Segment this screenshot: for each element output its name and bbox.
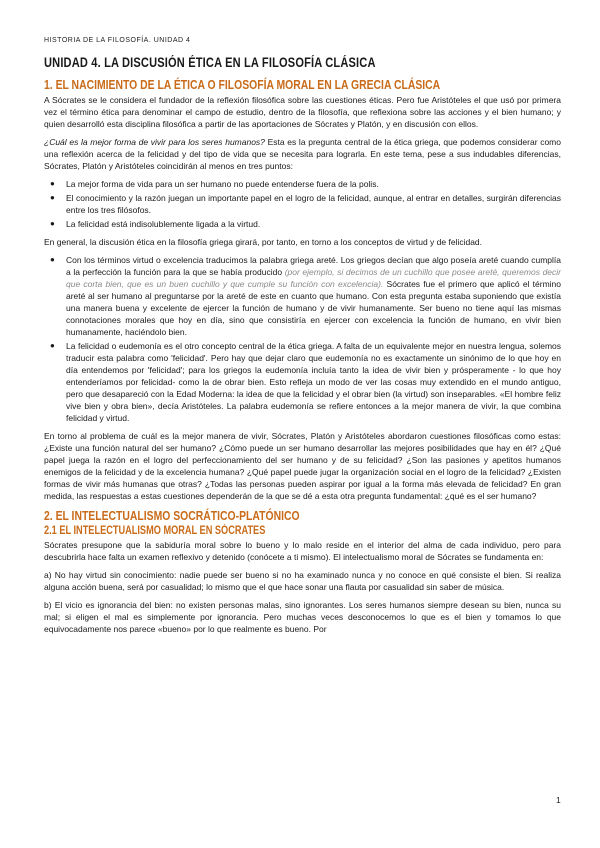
concepts-list bbox=[44, 254, 561, 424]
bullet-icon: ● bbox=[50, 179, 55, 188]
section-2-point-b: b) El vicio es ignorancia del bien: no existen personas malas, sino ignorantes. Los seres humanos siempre desean su bien, nunca su mal; si eligen el mal es simplemente por ignorancia. Pero muchas veces desconocemos lo que es el bien y tomamos lo que equivocadamente nos parece «bueno» por lo que realmente es bueno. Por bbox=[44, 600, 561, 634]
section-1-paragraph-4: En torno al problema de cuál es la mejor manera de vivir, Sócrates, Platón y Aristóteles abordaron cuestiones filosóficas como estas: ¿Existe una función natural del ser humano? ¿Cómo puede un ser humano desarrollar las mejores posibilidades que hay en él? ¿Qué papel juega la razón en el logro del perfeccionamiento del ser humano y de su felicidad? ¿Son las pasiones y apetitos humanos enemigos de la felicidad y de la excelencia humana? ¿Qué papel puede jugar la organización social en el logro de la felicidad? ¿Existen formas de vivir más humanas que otras? ¿Todas las personas pueden aspirar por igual a la forma más elevada de felicidad? En gran medida, las respuestas a estas cuestiones dependerán de la que se dé a esta otra pregunta fundamental: ¿qué es el ser humano? bbox=[44, 431, 561, 501]
page-content bbox=[44, 55, 561, 641]
section-2-paragraph-1: Sócrates presupone que la sabiduría moral sobre lo bueno y lo malo reside en el interior del alma de cada individuo, pero para descubrirla hace falta un examen reflexivo y detenido (conócete a ti mismo). El intelectualismo moral de Sócrates se fundamenta en: bbox=[44, 540, 561, 562]
section-1-paragraph-3: En general, la discusión ética en la filosofía griega girará, por tanto, en torno a los conceptos de virtud y de felicidad. bbox=[44, 237, 483, 247]
list-item: ● La mejor forma de vida para un ser humano no puede entenderse fuera de la polis. bbox=[50, 179, 379, 189]
list-item-felicidad: ● La felicidad o eudemonía es el otro concepto central de la ética griega. A falta de un equivalente mejor en nuestra lengua, solemos traducir esta palabra como 'felicidad'. Pero hay que dejar claro que eudemonía no es exactamente un sinónimo de lo que hoy en día entendemos por 'felicidad'; para los griegos la eudemonía incluía tanto la idea de vivir bien y prósperamente - lo que hoy entenderíamos por felicidad- como la de obrar bien. Esto refleja un modo de ver las cosas muy extendido en el mundo antiguo, pero que desapareció con la Edad Moderna: la idea de que la felicidad y el obrar bien (la virtud) son inseparables. «El hombre feliz vive bien y obra bien», decía Aristóteles. La palabra eudemonía se refiere entonces a la mejor manera de vivir, la que combina felicidad y virtud. bbox=[50, 341, 561, 423]
bullet-icon: ● bbox=[50, 193, 55, 202]
section-2-heading: 2. EL INTELECTUALISMO SOCRÁTICO-PLATÓNICO bbox=[44, 508, 300, 523]
list-item: ● El conocimiento y la razón juegan un importante papel en el logro de la felicidad, aunque, al entrar en detalles, surgirán diferencias entre los tres filósofos. bbox=[50, 193, 561, 215]
example-note: (por ejemplo, si decimos de un cuchillo que posee areté, queremos decir que corta bien, que es un buen cuchillo y que cumple su función con excelencia). bbox=[66, 267, 561, 289]
section-1-paragraph-2-rest: Esta es la pregunta central de la ética griega, que podemos considerar como una reflexión acerca de la felicidad y del tipo de vida que se necesita para lograrla. En este tema, pese a sus indudables diferencias, Sócrates, Platón y Aristóteles coincidirán al menos en tres puntos: bbox=[44, 137, 561, 171]
bullet-icon: ● bbox=[50, 219, 55, 228]
bullet-icon: ● bbox=[50, 341, 55, 350]
agreement-points-list bbox=[44, 178, 561, 230]
bullet-icon: ● bbox=[50, 255, 55, 264]
section-1-heading: 1. EL NACIMIENTO DE LA ÉTICA O FILOSOFÍA MORAL EN LA GRECIA CLÁSICA bbox=[44, 77, 441, 92]
running-header: HISTORIA DE LA FILOSOFÍA. UNIDAD 4 bbox=[44, 37, 191, 44]
list-item-virtud: ● Con los términos virtud o excelencia traducimos la palabra griega areté. Los griegos decían que algo poseía areté cuando cumplía a la perfección la función para la que se había producido (por ejemplo, si decimos de un cuchillo que posee areté, queremos decir que corta bien, que es un buen cuchillo y que cumple su función con excelencia). Sócrates fue el primero que aplicó el término areté al ser humano al preguntarse por la areté de este en cuanto que humano. Con esta pregunta estaba suponiendo que existía una manera buena y excelente de ejercer la función de humano y de vivir humanamente. Ser bueno no tiene aquí las mismas connotaciones morales que hoy en día, sino que consistiría en ejercer con excelencia la función de humano, en vivir bien humanamente, haciéndolo bien. bbox=[50, 255, 561, 337]
section-2-1-heading: 2.1 EL INTELECTUALISMO MORAL EN SÓCRATES bbox=[44, 525, 266, 537]
section-1-paragraph-1: A Sócrates se le considera el fundador de la reflexión filosófica sobre las cuestiones éticas. Pero fue Aristóteles el que usó por primera vez el término ética para denominar el campo de estudio, dentro de la filosofía, que reflexiona sobre las acciones y el bien humano; y quien desarrolló esta disciplina filosófica a partir de las aportaciones de Sócrates y Platón, y en discusión con ellos. bbox=[44, 95, 561, 129]
section-1-paragraph-2 bbox=[44, 136, 561, 172]
unit-title: UNIDAD 4. LA DISCUSIÓN ÉTICA EN LA FILOSOFÍA CLÁSICA bbox=[44, 55, 376, 70]
list-item: ● La felicidad está indisolublemente ligada a la virtud. bbox=[50, 219, 261, 229]
page-number: 1 bbox=[556, 795, 561, 805]
section-2-point-a: a) No hay virtud sin conocimiento: nadie puede ser bueno si no ha examinado nunca y no conoce en qué consiste el bien. Si realiza alguna acción buena, será por casualidad; lo mismo que el que hace sonar una flauta por casualidad sin saber de música. bbox=[44, 570, 561, 592]
central-question: ¿Cuál es la mejor forma de vivir para los seres humanos? bbox=[44, 137, 265, 147]
